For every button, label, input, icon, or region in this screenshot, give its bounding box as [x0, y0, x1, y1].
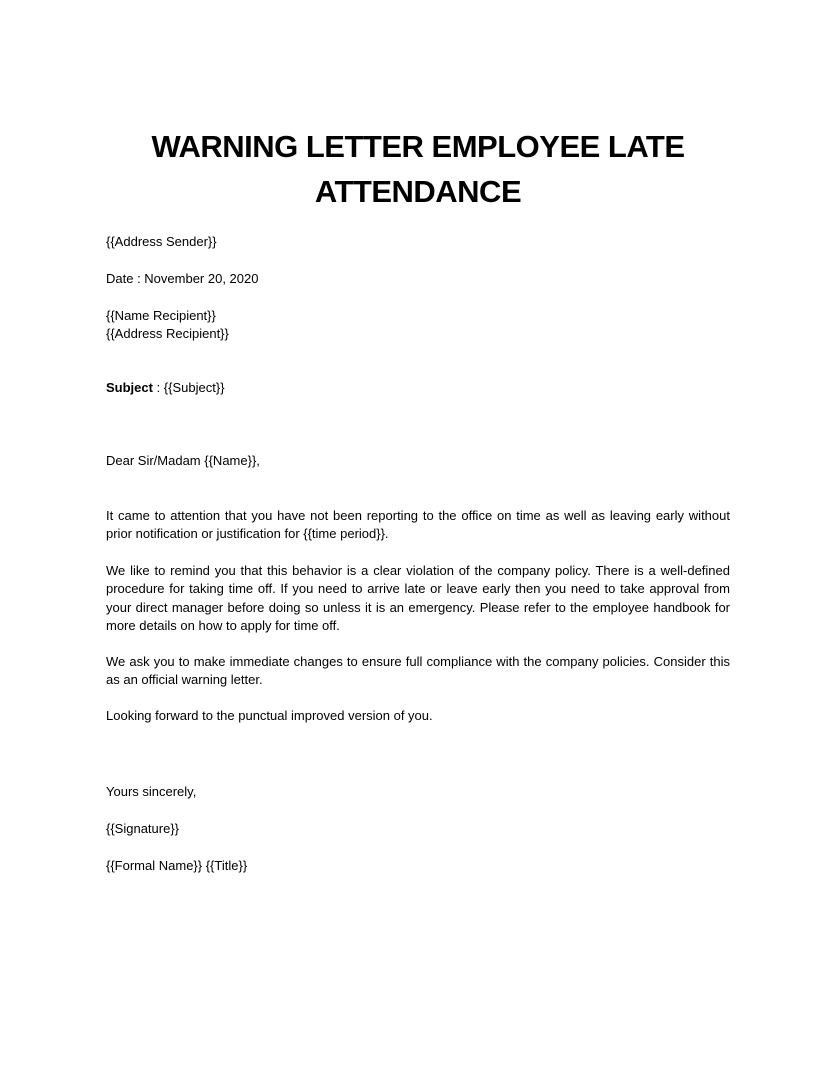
sender-address: {{Address Sender}}	[106, 234, 217, 249]
paragraph-2: We like to remind you that this behavior is a clear violation of the company policy. There is a well-defined procedure for taking time off. If you need to arrive late or leave early then you need to take approval from your direct manager before doing so unless it is an emergency. Please refer to the employee handbook for more details on how to apply for time off.	[106, 563, 730, 633]
recipient-name: {{Name Recipient}}	[106, 308, 216, 323]
document-title: WARNING LETTER EMPLOYEE LATE ATTENDANCE	[151, 129, 685, 209]
paragraph-4: Looking forward to the punctual improved version of you.	[106, 708, 433, 723]
letter-date: Date : November 20, 2020	[106, 271, 259, 286]
closing: Yours sincerely,	[106, 784, 197, 799]
recipient-address: {{Address Recipient}}	[106, 326, 229, 341]
signature: {{Signature}}	[106, 821, 180, 836]
subject-line	[106, 379, 225, 397]
subject-value: : {{Subject}}	[152, 380, 225, 395]
formal-name-title: {{Formal Name}} {{Title}}	[106, 858, 248, 873]
paragraph-1: It came to attention that you have not been reporting to the office on time as well as leaving early without prior notification or justification for {{time period}}.	[106, 508, 730, 542]
subject-label: Subject	[106, 380, 153, 395]
salutation: Dear Sir/Madam {{Name}},	[106, 453, 260, 468]
paragraph-3: We ask you to make immediate changes to ensure full compliance with the company policies. Consider this as an official warning letter.	[106, 654, 730, 688]
